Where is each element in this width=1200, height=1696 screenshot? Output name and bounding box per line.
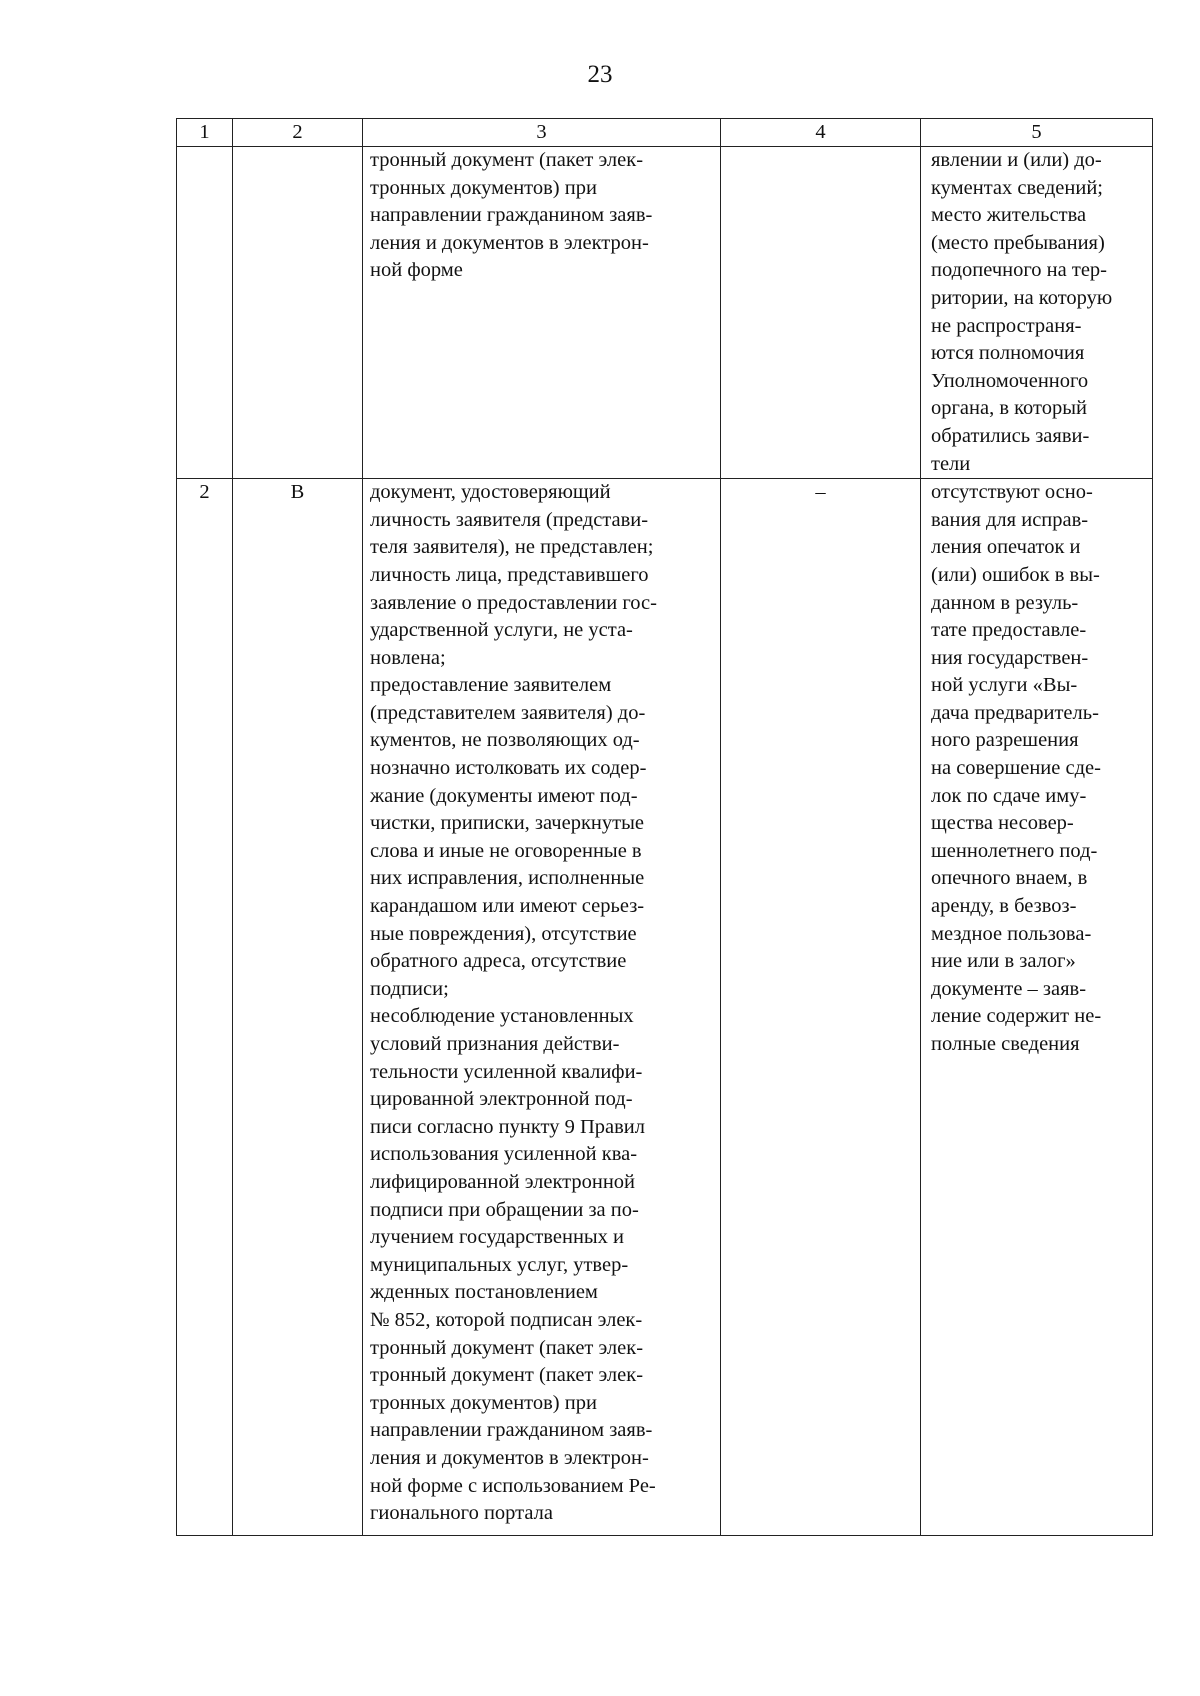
header-cell-1: 1	[177, 119, 233, 147]
header-cell-5: 5	[921, 119, 1153, 147]
cell-grounds: тронный документ (пакет элек- тронных документов) при направлении гражданином заяв- ления и документов в электрон- ной форме	[363, 147, 721, 479]
cell-column-4	[721, 147, 921, 479]
table-row	[177, 479, 1153, 1536]
table-header-row	[177, 119, 1153, 147]
cell-number	[177, 147, 233, 479]
document-table	[176, 118, 1153, 1536]
page-number: 23	[587, 61, 613, 88]
header-cell-4: 4	[721, 119, 921, 147]
cell-explanation: явлении и (или) до- кументах сведений; место жительства (место пребывания) подопечного на тер- ритории, на которую не распространя- ются полномочия Уполномоченного органа, в который обратились заяви- тели	[921, 147, 1153, 479]
cell-number: 2	[177, 479, 233, 1536]
cell-column-4: –	[721, 479, 921, 1536]
cell-grounds: документ, удостоверяющий личность заявителя (представи- теля заявителя), не представлен; личность лица, представившего заявление о предоставлении гос- ударственной услуги, не уста- новлена; предоставление заявителем (представителем заявителя) до- кументов, не позволяющих од- нозначно истолковать их содер- жание (документы имеют под- чистки, приписки, зачеркнутые слова и иные не оговоренные в них исправления, исполненные карандашом или имеют серьез- ные повреждения), отсутствие обратного адреса, отсутствие подписи; несоблюдение установленных условий признания действи- тельности усиленной квалифи- цированной электронной под- писи согласно пункту 9 Правил использования усиленной ква- лифицированной электронной подписи при обращении за по- лучением государственных и муниципальных услуг, утвер- жденных постановлением № 852, которой подписан элек- тронный документ (пакет элек- тронный документ (пакет элек- тронных документов) при направлении гражданином заяв- ления и документов в электрон- ной форме с использованием Ре- гионального портала	[363, 479, 721, 1536]
cell-code	[233, 147, 363, 479]
header-cell-2: 2	[233, 119, 363, 147]
cell-explanation: отсутствуют осно- вания для исправ- ления опечаток и (или) ошибок в вы- данном в резуль- тате предоставле- ния государствен- ной услуги «Вы- дача предваритель- ного разрешения на совершение сде- лок по сдаче иму- щества несовер- шеннолетнего под- опечного внаем, в аренду, в безвоз- мездное пользова- ние или в залог» документе – заяв- ление содержит не- полные сведения	[921, 479, 1153, 1536]
header-cell-3: 3	[363, 119, 721, 147]
cell-code: В	[233, 479, 363, 1536]
table-row	[177, 147, 1153, 479]
